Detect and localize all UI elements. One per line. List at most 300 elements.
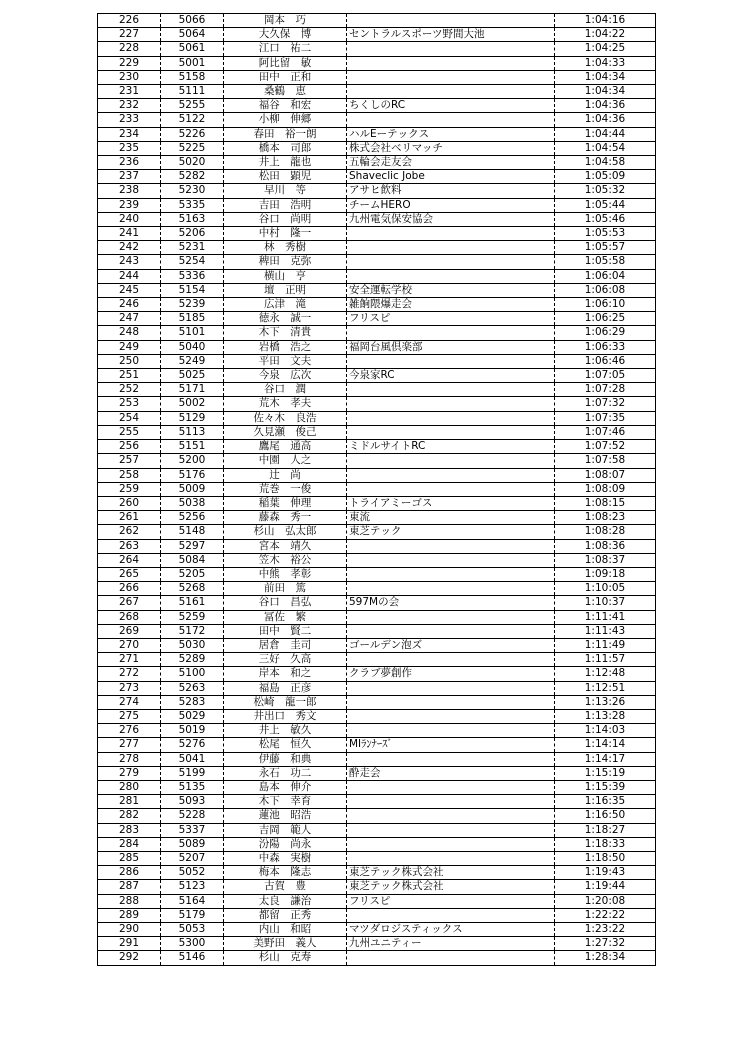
runner-name-cell: 中村 隆一 [224,227,347,241]
runner-name-cell: 松田 顕児 [224,170,347,184]
finish-time-cell: 1:06:04 [555,269,656,283]
finish-time-cell: 1:04:44 [555,127,656,141]
rank-cell: 235 [98,141,161,155]
team-cell: 東芝テック株式会社 [347,866,555,880]
runner-name-cell: 汾陽 尚永 [224,837,347,851]
bib-cell: 5151 [161,440,224,454]
table-row [98,85,656,99]
bib-cell: 5084 [161,553,224,567]
runner-name-cell: 福島 正彦 [224,681,347,695]
rank-cell: 236 [98,156,161,170]
team-cell: 597Mの会 [347,596,555,610]
table-row [98,851,656,865]
bib-cell: 5337 [161,823,224,837]
finish-time-cell: 1:05:44 [555,198,656,212]
runner-name-cell: 美野田 義人 [224,937,347,951]
finish-time-cell: 1:04:36 [555,113,656,127]
bib-cell: 5206 [161,227,224,241]
bib-cell: 5205 [161,567,224,581]
finish-time-cell: 1:18:27 [555,823,656,837]
table-row [98,539,656,553]
finish-time-cell: 1:04:22 [555,28,656,42]
rank-cell: 291 [98,937,161,951]
bib-cell: 5225 [161,141,224,155]
runner-name-cell: 今泉 広次 [224,369,347,383]
finish-time-cell: 1:04:36 [555,99,656,113]
runner-name-cell: 伊藤 和典 [224,752,347,766]
rank-cell: 267 [98,596,161,610]
table-row [98,411,656,425]
table-row [98,511,656,525]
runner-name-cell: 井上 龍也 [224,156,347,170]
runner-name-cell: 徳永 誠一 [224,312,347,326]
finish-time-cell: 1:08:09 [555,482,656,496]
team-cell [347,42,555,56]
runner-name-cell: 春田 裕一朗 [224,127,347,141]
rank-cell: 266 [98,582,161,596]
table-row [98,667,656,681]
bib-cell: 5135 [161,780,224,794]
rank-cell: 242 [98,241,161,255]
bib-cell: 5336 [161,269,224,283]
runner-name-cell: 松崎 龍一郎 [224,695,347,709]
finish-time-cell: 1:06:08 [555,283,656,297]
table-row [98,709,656,723]
table-row [98,638,656,652]
runner-name-cell: 横山 亨 [224,269,347,283]
rank-cell: 268 [98,610,161,624]
finish-time-cell: 1:04:54 [555,141,656,155]
team-cell [347,14,555,28]
table-row [98,354,656,368]
runner-name-cell: 辻 尚 [224,468,347,482]
table-row [98,653,656,667]
rank-cell: 279 [98,766,161,780]
rank-cell: 251 [98,369,161,383]
rank-cell: 231 [98,85,161,99]
table-row [98,397,656,411]
bib-cell: 5061 [161,42,224,56]
runner-name-cell: 三好 久高 [224,653,347,667]
runner-name-cell: 田中 正和 [224,70,347,84]
rank-cell: 274 [98,695,161,709]
table-row [98,113,656,127]
team-cell: 株式会社ベリマッチ [347,141,555,155]
runner-name-cell: 島本 伸介 [224,780,347,794]
runner-name-cell: 江口 祐二 [224,42,347,56]
rank-cell: 263 [98,539,161,553]
table-row [98,127,656,141]
runner-name-cell: 都留 正秀 [224,908,347,922]
team-cell [347,269,555,283]
bib-cell: 5255 [161,99,224,113]
team-cell: ちくしのRC [347,99,555,113]
rank-cell: 270 [98,638,161,652]
table-row [98,525,656,539]
finish-time-cell: 1:06:25 [555,312,656,326]
finish-time-cell: 1:20:08 [555,894,656,908]
runner-name-cell: 居倉 圭司 [224,638,347,652]
table-row [98,70,656,84]
team-cell [347,795,555,809]
bib-cell: 5171 [161,383,224,397]
runner-name-cell: 梅本 隆志 [224,866,347,880]
table-row [98,582,656,596]
rank-cell: 278 [98,752,161,766]
runner-name-cell: 広津 滝 [224,298,347,312]
rank-cell: 286 [98,866,161,880]
rank-cell: 285 [98,851,161,865]
team-cell [347,454,555,468]
table-row [98,681,656,695]
rank-cell: 245 [98,283,161,297]
table-row [98,724,656,738]
rank-cell: 290 [98,923,161,937]
finish-time-cell: 1:16:35 [555,795,656,809]
team-cell [347,425,555,439]
finish-time-cell: 1:05:32 [555,184,656,198]
bib-cell: 5052 [161,866,224,880]
bib-cell: 5289 [161,653,224,667]
bib-cell: 5335 [161,198,224,212]
team-cell [347,809,555,823]
finish-time-cell: 1:05:09 [555,170,656,184]
team-cell [347,624,555,638]
bib-cell: 5199 [161,766,224,780]
table-row [98,28,656,42]
table-row [98,42,656,56]
finish-time-cell: 1:07:05 [555,369,656,383]
bib-cell: 5268 [161,582,224,596]
runner-name-cell: 平田 文夫 [224,354,347,368]
table-row [98,695,656,709]
rank-cell: 272 [98,667,161,681]
bib-cell: 5297 [161,539,224,553]
finish-time-cell: 1:28:34 [555,951,656,965]
rank-cell: 275 [98,709,161,723]
team-cell [347,553,555,567]
finish-time-cell: 1:14:17 [555,752,656,766]
bib-cell: 5259 [161,610,224,624]
team-cell [347,837,555,851]
team-cell [347,724,555,738]
team-cell: 酔走会 [347,766,555,780]
rank-cell: 262 [98,525,161,539]
table-row [98,823,656,837]
runner-name-cell: 中園 人之 [224,454,347,468]
rank-cell: 234 [98,127,161,141]
finish-time-cell: 1:07:35 [555,411,656,425]
runner-name-cell: 谷口 昌弘 [224,596,347,610]
table-row [98,610,656,624]
rank-cell: 264 [98,553,161,567]
bib-cell: 5300 [161,937,224,951]
runner-name-cell: 橋本 司郎 [224,141,347,155]
team-cell [347,70,555,84]
results-body [98,14,656,966]
runner-name-cell: 林 秀樹 [224,241,347,255]
rank-cell: 260 [98,496,161,510]
bib-cell: 5001 [161,56,224,70]
bib-cell: 5161 [161,596,224,610]
finish-time-cell: 1:11:57 [555,653,656,667]
runner-name-cell: 早川 等 [224,184,347,198]
finish-time-cell: 1:10:05 [555,582,656,596]
finish-time-cell: 1:11:41 [555,610,656,624]
runner-name-cell: 杉山 弘太郎 [224,525,347,539]
bib-cell: 5101 [161,326,224,340]
bib-cell: 5179 [161,908,224,922]
bib-cell: 5019 [161,724,224,738]
team-cell [347,354,555,368]
bib-cell: 5111 [161,85,224,99]
finish-time-cell: 1:05:46 [555,212,656,226]
finish-time-cell: 1:07:28 [555,383,656,397]
team-cell: 五輪会走友会 [347,156,555,170]
runner-name-cell: 桑鶴 恵 [224,85,347,99]
rank-cell: 255 [98,425,161,439]
finish-time-cell: 1:07:32 [555,397,656,411]
bib-cell: 5263 [161,681,224,695]
table-row [98,198,656,212]
table-row [98,837,656,851]
bib-cell: 5230 [161,184,224,198]
runner-name-cell: 蓮池 昭浩 [224,809,347,823]
bib-cell: 5122 [161,113,224,127]
table-row [98,780,656,794]
rank-cell: 273 [98,681,161,695]
runner-name-cell: 谷口 潤 [224,383,347,397]
table-row [98,809,656,823]
rank-cell: 252 [98,383,161,397]
team-cell: ゴールデン泡ズ [347,638,555,652]
runner-name-cell: 稗田 克弥 [224,255,347,269]
bib-cell: 5064 [161,28,224,42]
team-cell [347,113,555,127]
rank-cell: 226 [98,14,161,28]
rank-cell: 282 [98,809,161,823]
runner-name-cell: 稲葉 伸理 [224,496,347,510]
team-cell [347,951,555,965]
runner-name-cell: 木下 幸育 [224,795,347,809]
team-cell [347,482,555,496]
rank-cell: 258 [98,468,161,482]
runner-name-cell: 中熊 孝彰 [224,567,347,581]
rank-cell: 257 [98,454,161,468]
table-row [98,553,656,567]
rank-cell: 243 [98,255,161,269]
rank-cell: 232 [98,99,161,113]
rank-cell: 229 [98,56,161,70]
rank-cell: 284 [98,837,161,851]
table-row [98,894,656,908]
runner-name-cell: 前田 篤 [224,582,347,596]
table-row [98,241,656,255]
rank-cell: 241 [98,227,161,241]
rank-cell: 228 [98,42,161,56]
rank-cell: 269 [98,624,161,638]
runner-name-cell: 笠木 裕公 [224,553,347,567]
team-cell [347,908,555,922]
team-cell: トライアミーゴス [347,496,555,510]
rank-cell: 248 [98,326,161,340]
team-cell [347,241,555,255]
rank-cell: 288 [98,894,161,908]
bib-cell: 5030 [161,638,224,652]
rank-cell: 239 [98,198,161,212]
bib-cell: 5231 [161,241,224,255]
finish-time-cell: 1:08:37 [555,553,656,567]
bib-cell: 5282 [161,170,224,184]
bib-cell: 5207 [161,851,224,865]
finish-time-cell: 1:13:28 [555,709,656,723]
bib-cell: 5029 [161,709,224,723]
team-cell: アサヒ飲料 [347,184,555,198]
bib-cell: 5053 [161,923,224,937]
rank-cell: 292 [98,951,161,965]
rank-cell: 256 [98,440,161,454]
team-cell: 九州ユニティー [347,937,555,951]
bib-cell: 5123 [161,880,224,894]
bib-cell: 5158 [161,70,224,84]
bib-cell: 5176 [161,468,224,482]
rank-cell: 250 [98,354,161,368]
bib-cell: 5093 [161,795,224,809]
finish-time-cell: 1:08:23 [555,511,656,525]
runner-name-cell: 谷口 尚明 [224,212,347,226]
bib-cell: 5172 [161,624,224,638]
team-cell [347,468,555,482]
bib-cell: 5283 [161,695,224,709]
finish-time-cell: 1:09:18 [555,567,656,581]
runner-name-cell: 古賀 豊 [224,880,347,894]
table-row [98,212,656,226]
table-row [98,795,656,809]
bib-cell: 5276 [161,738,224,752]
rank-cell: 246 [98,298,161,312]
finish-time-cell: 1:06:10 [555,298,656,312]
runner-name-cell: 木下 清貴 [224,326,347,340]
team-cell: 東流 [347,511,555,525]
bib-cell: 5185 [161,312,224,326]
table-row [98,383,656,397]
table-row [98,298,656,312]
table-row [98,340,656,354]
rank-cell: 233 [98,113,161,127]
team-cell [347,582,555,596]
bib-cell: 5066 [161,14,224,28]
finish-time-cell: 1:14:03 [555,724,656,738]
rank-cell: 238 [98,184,161,198]
finish-time-cell: 1:07:52 [555,440,656,454]
finish-time-cell: 1:07:58 [555,454,656,468]
bib-cell: 5154 [161,283,224,297]
table-row [98,468,656,482]
finish-time-cell: 1:18:33 [555,837,656,851]
team-cell [347,653,555,667]
team-cell [347,411,555,425]
runner-name-cell: 井上 敏久 [224,724,347,738]
results-table [97,13,656,966]
finish-time-cell: 1:05:57 [555,241,656,255]
finish-time-cell: 1:22:22 [555,908,656,922]
team-cell [347,780,555,794]
table-row [98,766,656,780]
runner-name-cell: 岸本 和之 [224,667,347,681]
table-row [98,440,656,454]
table-row [98,156,656,170]
table-row [98,14,656,28]
table-row [98,141,656,155]
runner-name-cell: 大久保 博 [224,28,347,42]
bib-cell: 5249 [161,354,224,368]
team-cell: フリスピ [347,894,555,908]
rank-cell: 276 [98,724,161,738]
rank-cell: 230 [98,70,161,84]
team-cell: 安全運転学校 [347,283,555,297]
table-row [98,482,656,496]
team-cell: 今泉家RC [347,369,555,383]
table-row [98,184,656,198]
runner-name-cell: 阿比留 敏 [224,56,347,70]
runner-name-cell: 荒巻 一俊 [224,482,347,496]
finish-time-cell: 1:04:58 [555,156,656,170]
team-cell: 九州電気保安協会 [347,212,555,226]
bib-cell: 5025 [161,369,224,383]
team-cell: 東芝テック株式会社 [347,880,555,894]
runner-name-cell: 杉山 克寿 [224,951,347,965]
team-cell [347,326,555,340]
runner-name-cell: 冨佐 繁 [224,610,347,624]
finish-time-cell: 1:15:19 [555,766,656,780]
rank-cell: 254 [98,411,161,425]
finish-time-cell: 1:18:50 [555,851,656,865]
table-row [98,567,656,581]
finish-time-cell: 1:08:07 [555,468,656,482]
runner-name-cell: 藤森 秀一 [224,511,347,525]
team-cell: ハルEーテックス [347,127,555,141]
bib-cell: 5038 [161,496,224,510]
finish-time-cell: 1:05:53 [555,227,656,241]
runner-name-cell: 小柳 伸郷 [224,113,347,127]
bib-cell: 5163 [161,212,224,226]
table-row [98,170,656,184]
rank-cell: 277 [98,738,161,752]
team-cell: セントラルスポーツ野間大池 [347,28,555,42]
team-cell [347,681,555,695]
bib-cell: 5200 [161,454,224,468]
finish-time-cell: 1:08:15 [555,496,656,510]
finish-time-cell: 1:06:29 [555,326,656,340]
finish-time-cell: 1:10:37 [555,596,656,610]
runner-name-cell: 鷹尾 通高 [224,440,347,454]
finish-time-cell: 1:06:33 [555,340,656,354]
table-row [98,624,656,638]
finish-time-cell: 1:16:50 [555,809,656,823]
team-cell [347,709,555,723]
table-row [98,866,656,880]
rank-cell: 247 [98,312,161,326]
team-cell: ミドルサイトRC [347,440,555,454]
table-row [98,937,656,951]
runner-name-cell: 永石 功二 [224,766,347,780]
bib-cell: 5256 [161,511,224,525]
team-cell [347,227,555,241]
runner-name-cell: 福谷 和宏 [224,99,347,113]
table-row [98,326,656,340]
finish-time-cell: 1:14:14 [555,738,656,752]
bib-cell: 5020 [161,156,224,170]
